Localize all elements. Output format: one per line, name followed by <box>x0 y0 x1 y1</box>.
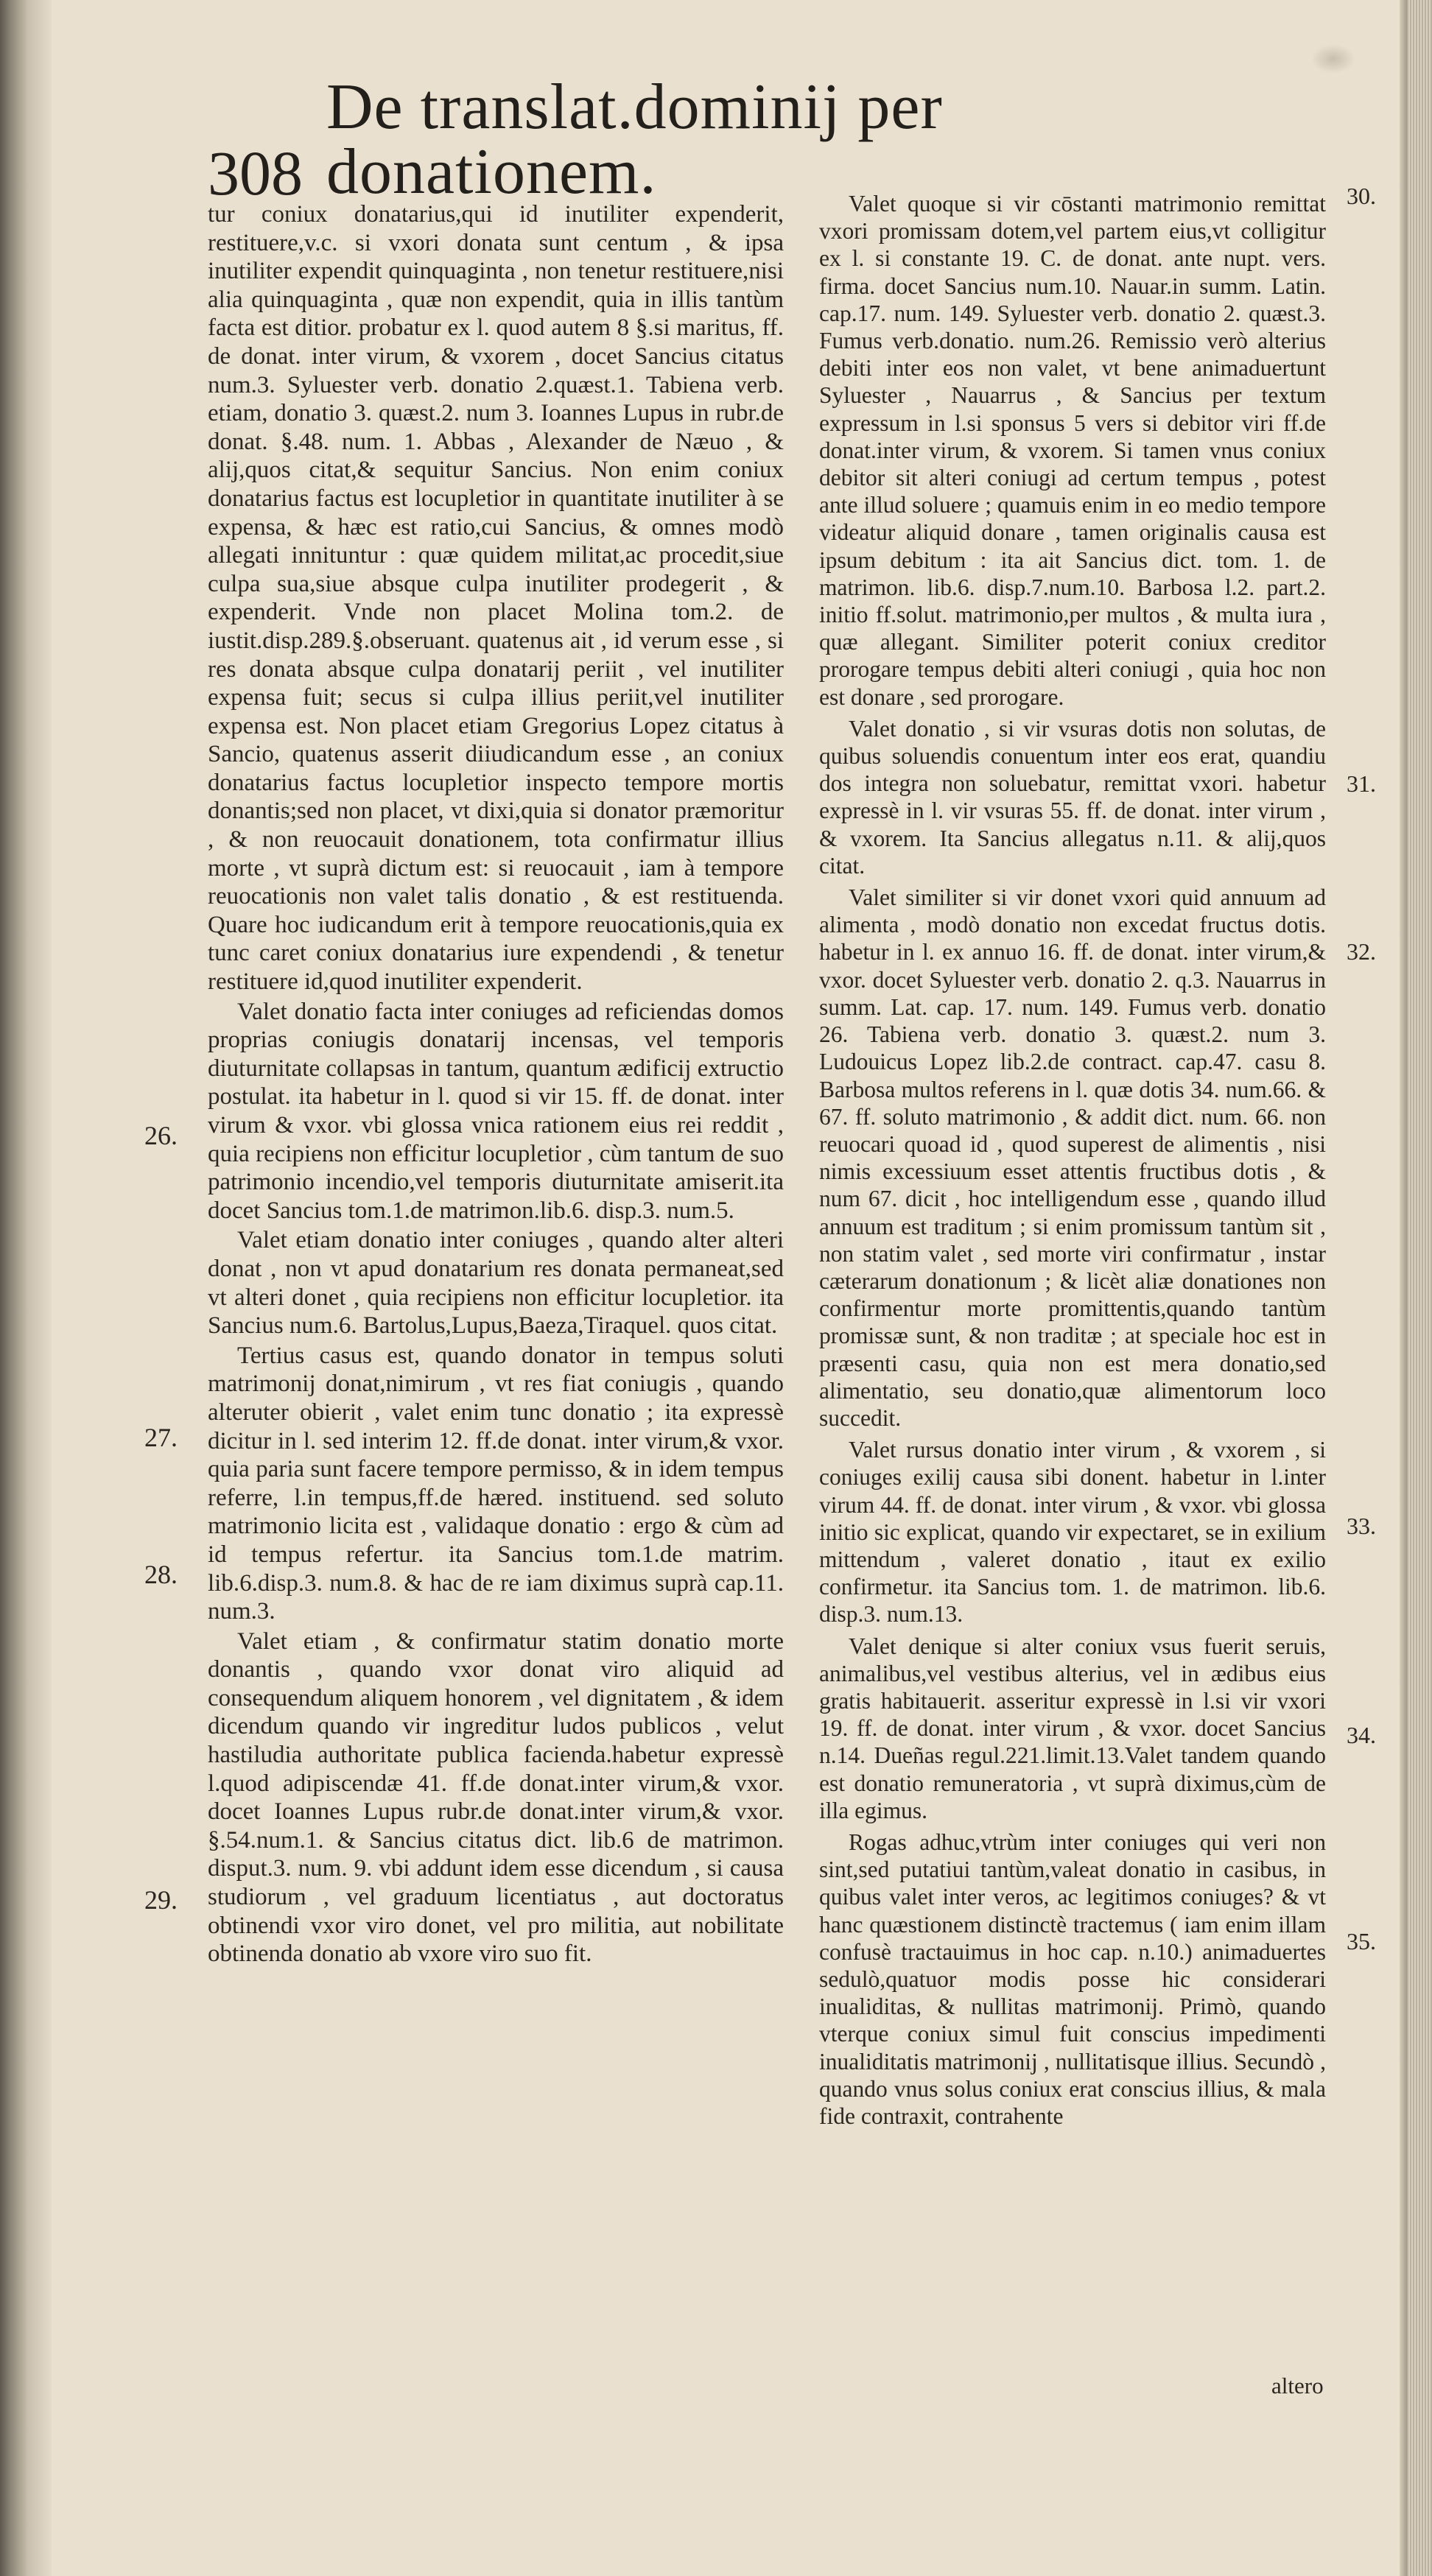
margin-number: 29. <box>144 1885 178 1915</box>
paragraph: Rogas adhuc,vtrùm inter coniuges qui veri non sint,sed putatiui tantùm,valeat donatio in casibus, in quibus valet inter veros, ac legitimos coniuges? & vt hanc quæstionem distinctè tractemus ( iam enim illam confusè tractauimus in hoc cap. n.10.) animaduertes sedulò,quatuor modis posse hic considerari inualiditas, & nullitas matrimonij. Primò, quando vterque coniux simul fuit conscius impedimenti inualiditatis matrimonij , nullitatisque illius. Secundò , quando vnus solus coniux erat conscius illius, & mala fide contraxit, contrahente <box>819 1829 1326 2130</box>
folio-number: 308 <box>208 138 303 208</box>
paragraph: Valet etiam , & confirmatur statim donatio morte donantis , quando vxor donat viro aliquid ad consequendum aliquem honorem , vel dignitatem , & idem dicendum quando vir ingreditur ludos publicos , velut hastiludia authoritate publica facienda.habetur expressè l.quod adipiscendæ 41. ff.de donat.inter virum,& vxor. docet Ioannes Lupus rubr.de donat.inter virum,& vxor. §.54.num.1. & Sancius citatus dict. lib.6 de matrimon. disput.3. num. 9. vbi addunt idem esse dicendum , si causa studiorum , vel graduum licentiatus , aut doctoratus obtinendi vxor viro donet, vel pro militia, aut nobilitate obtinenda donatio ab vxore viro suo fit. <box>208 1627 784 1968</box>
margin-number: 28. <box>144 1560 178 1589</box>
catchword: altero <box>1271 2373 1324 2399</box>
paragraph: Valet rursus donatio inter virum , & vxorem , si coniuges exilij causa sibi donent. habetur in l.inter virum 44. ff. de donat. inter virum , & vxor. vbi glossa initio sic explicat, quando vir expectaret, se in exilium mittendum , valeret donatio , itaut ex exilio confirmetur. ita Sancius tom. 1. de matrimon. lib.6. disp.3. num.13. <box>819 1437 1326 1627</box>
margin-number: 34. <box>1347 1722 1376 1748</box>
page-edge-shadow <box>1400 0 1407 2576</box>
left-column <box>208 200 784 1968</box>
margin-number: 26. <box>144 1121 178 1150</box>
margin-number: 27. <box>144 1423 178 1452</box>
margin-number: 31. <box>1347 770 1376 797</box>
paragraph: Valet similiter si vir donet vxori quid annuum ad alimenta , modò donatio non excedat fructus dotis. habetur in l. ex annuo 16. ff. de donat. inter virum,& vxor. docet Syluester verb. donatio 2. q.3. Nauarrus in summ. Lat. cap. 17. num. 149. Fumus verb. donatio 26. Tabiena verb. donatio 3. quæst.2. num 3. Ludouicus Lopez lib.2.de contract. cap.47. casu 8. Barbosa multos referens in l. quæ dotis 34. num.66. & 67. ff. soluto matrimonio , & addit dict. num. 66. non reuocari quoad id , quod superest de alimentis , nisi nimis excessiuum esset attentis fructibus dotis , & num 67. dicit , hoc intelligendum esse , quando illud annuum est traditum ; si enim promissum tantùm sit , non statim valet , sed morte viri confirmatur , instar cæterarum donationum ; & licèt aliæ donationes non confirmentur morte promittentis,quando tantùm promissæ sunt, & non traditæ ; at speciale hoc est in præsenti casu, quia non est mera donatio,sed alimentatio, seu donatio,quæ alimentorum loco succedit. <box>819 884 1326 1431</box>
paragraph: Tertius casus est, quando donator in tempus soluti matrimonij donat,nimirum , vt res fiat coniugis , quando alteruter obierit , valet enim tunc donatio ; ita expressè dicitur in l. sed interim 12. ff.de donat. inter virum,& vxor. quia paria sunt facere tempore permisso, & in idem tempus referre, l.in tempus,ff.de hæred. instituend. sed soluto matrimonio licita est , validaque donatio : ergo & cùm ad id tempus refertur. ita Sancius tom.1.de matrim. lib.6.disp.3. num.8. & hac de re iam diximus suprà cap.11. num.3. <box>208 1342 784 1625</box>
stain <box>1311 44 1355 74</box>
running-title: De translat.dominij per donationem. <box>326 71 943 208</box>
paragraph: Valet denique si alter coniux vsus fuerit seruis, animalibus,vel vestibus alterius, vel in ædibus eius gratis habitauerit. asseritur expressè in l.si vir vxori 19. ff. de donat. inter virum , & vxor. docet Sancius n.14. Dueñas regul.221.limit.13.Valet tandem quando est donatio remuneratoria , vt suprà diximus,cùm de illa egimus. <box>819 1633 1326 1823</box>
binding-gutter <box>0 0 52 2576</box>
right-column <box>819 190 1326 2130</box>
margin-number: 33. <box>1347 1513 1376 1539</box>
paragraph: Valet donatio facta inter coniuges ad reficiendas domos proprias coniugis donatarij incensas, vel temporis diuturnitate collapsas in tantum, quantum ædificij extructio postulat. ita habetur in l. quod si vir 15. ff. de donat. inter virum & vxor. vbi glossa vnica rationem eius rei reddit , quia recipiens non efficitur locupletior , cùm tantum de suo patrimonio incendio,vel temporis diuturnitate amiserit.ita docet Sancius tom.1.de matrimon.lib.6. disp.3. num.5. <box>208 998 785 1224</box>
margin-number: 32. <box>1347 938 1376 965</box>
paragraph: tur coniux donatarius,qui id inutiliter expenderit, restituere,v.c. si vxori donata sunt centum , & ipsa inutiliter expendit quinquaginta , non tenetur restituere,nisi alia quinquaginta , quæ non expendit, quia in illis tantùm facta est ditior. probatur ex l. quod autem 8 §.si maritus, ff. de donat. inter virum, & vxorem , docet Sancius citatus num.3. Syluester verb. donatio 2.quæst.1. Tabiena verb. etiam, donatio 3. quæst.2. num 3. Ioannes Lupus in rubr.de donat. §.48. num. 1. Abbas , Alexander de Næuo , & alij,quos citat,& sequitur Sancius. Non enim coniux donatarius factus est locupletior in quantitate inutiliter à se expensa, & hæc est ratio,cui Sancius, & omnes modò allegati innituntur : quæ quidem militat,ac procedit,siue culpa sua,siue absque culpa inutiliter prodegerit , & expenderit. Vnde non placet Molina tom.2. de iustit.disp.289.§.obseruant. quatenus ait , id verum esse , si res donata absque culpa donatarij periit , vel inutiliter expensa fuit; secus si culpa illius periit,vel inutiliter expensa est. Non placet etiam Gregorius Lopez citatus à Sancio, quatenus asserit diiudicandum esse , an coniux donatarius factus locupletior inspecto tempore mortis donantis;sed non placet, vt dixi,quia si donator præmoritur , & non reuocauit donationem, tota confirmatur illius morte , vt suprà dictum est: si reuocauit , iam à tempore reuocationis non valet talis donatio , & est restituenda. Quare hoc iudicandum erit à tempore reuocationis,quia ex tunc caret coniux donatarius iure expendendi , & tenetur restituere id,quod inutiliter expenderit. <box>208 201 784 996</box>
paragraph: Valet etiam donatio inter coniuges , quando alter alteri donat , non vt apud donatarium res donata permaneat,sed vt alteri donet , quia recipiens non efficitur locupletior. ita Sancius num.6. Bartolus,Lupus,Baeza,Tiraquel. quos citat. <box>208 1227 784 1340</box>
paragraph: Valet donatio , si vir vsuras dotis non solutas, de quibus soluendis conuentum inter eos erat, quandiu dos integra non soluebatur, remittat vxori. habetur expressè in l. vir vsuras 55. ff. de donat. inter virum , & vxorem. Ita Sancius allegatus n.11. & alij,quos citat. <box>819 715 1326 879</box>
margin-number: 30. <box>1347 183 1376 209</box>
paragraph: Valet quoque si vir cōstanti matrimonio remittat vxori promissam dotem,vel partem eius,vt colligitur ex l. si constante 19. C. de donat. ante nupt. vers. firma. docet Sancius num.10. Nauar.in summ. Latin. cap.17. num. 149. Syluester verb. donatio 2. quæst.3. Fumus verb.donatio. num.26. Remissio verò alterius debiti inter eos non valet, vt bene animaduertunt Syluester , Nauarrus , & Sancius per textum expressum in l.si sponsus 5 vers si debitor viri ff.de donat.inter virum, & vxorem. Si tamen vnus coniux debitor sit alteri coniugi ad certum tempus , potest ante illud soluere ; quamuis enim in eo medio tempore videatur aliquid donare , tamen originalis causa est ipsum debitum : ita ait Sancius dict. tom. 1. de matrimon. lib.6. disp.7.num.10. Barbosa l.2. part.2. initio ff.solut. matrimonio,per multos , & multa iura , quæ allegant. Similiter poterit coniux creditor prorogare tempus debiti alteri coniugi , quia hoc non est donare , sed prorogare. <box>819 191 1326 710</box>
page-edge-stack <box>1407 0 1432 2576</box>
margin-number: 35. <box>1347 1928 1376 1954</box>
